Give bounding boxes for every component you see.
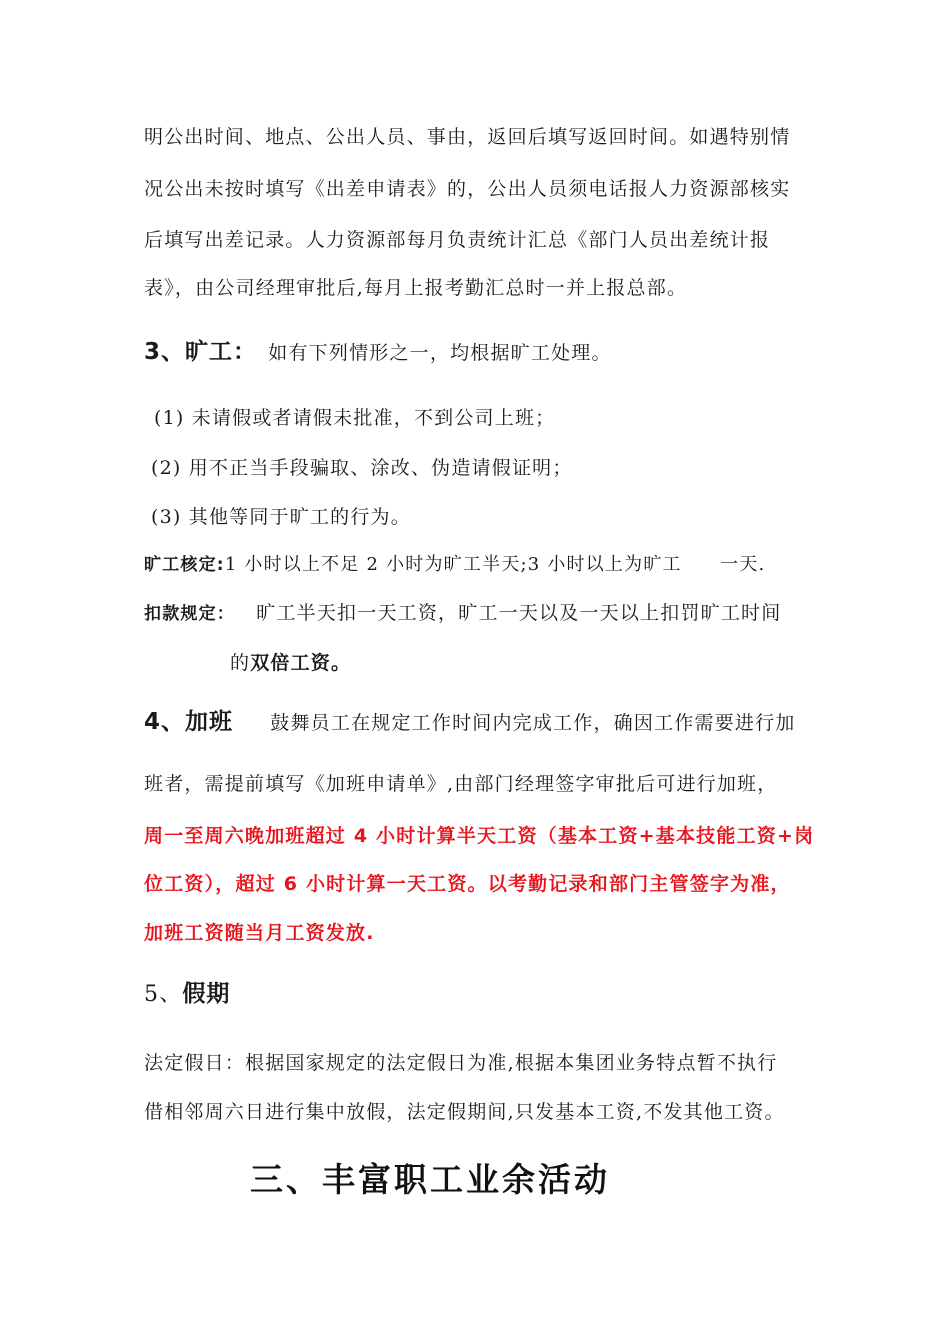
overtime-heading: 4、加班 bbox=[144, 709, 234, 735]
holiday-line-1: 法定假日：根据国家规定的法定假日为准,根据本集团业务特点暂不执行 bbox=[144, 1052, 778, 1074]
overtime-red-line-1: 周一至周六晚加班超过 4 小时计算半天工资（基本工资+基本技能工资+岗 bbox=[144, 825, 815, 847]
absent-item-2: (2) 用不正当手段骗取、涂改、伪造请假证明； bbox=[151, 457, 573, 479]
holiday-heading-num: 5、 bbox=[144, 982, 183, 1007]
para1-line-2: 况公出未按时填写《出差申请表》的，公出人员须电话报人力资源部核实 bbox=[144, 178, 791, 200]
overtime-red-line-3: 加班工资随当月工资发放. bbox=[144, 922, 375, 944]
absent-deduct-prefix: 的 bbox=[230, 652, 251, 674]
absent-item-3: (3) 其他等同于旷工的行为。 bbox=[151, 506, 411, 528]
absent-deduct-text1: 旷工半天扣一天工资，旷工一天以及一天以上扣罚旷工时间 bbox=[256, 602, 782, 624]
absent-verify-text: 1 小时以上不足 2 小时为旷工半天;3 小时以上为旷工 一天. bbox=[224, 554, 766, 575]
holiday-line-2: 借相邻周六日进行集中放假，法定假期间,只发基本工资,不发其他工资。 bbox=[144, 1101, 785, 1123]
overtime-heading-row bbox=[144, 710, 795, 735]
section-title: 三、丰富职工业余活动 bbox=[250, 1160, 610, 1199]
absent-verify-row bbox=[144, 552, 765, 577]
absent-item-1: (1) 未请假或者请假未批准，不到公司上班； bbox=[154, 407, 556, 429]
holiday-heading-text: 假期 bbox=[182, 981, 231, 1007]
overtime-red-line-2: 位工资），超过 6 小时计算一天工资。以考勤记录和部门主管签字为准， bbox=[144, 873, 791, 895]
absent-deduct-line2 bbox=[230, 651, 351, 675]
absent-heading-row bbox=[144, 340, 612, 365]
overtime-line1: 鼓舞员工在规定工作时间内完成工作，确因工作需要进行加 bbox=[270, 712, 796, 734]
absent-intro: 如有下列情形之一，均根据旷工处理。 bbox=[268, 342, 612, 364]
absent-verify-label: 旷工核定: bbox=[144, 555, 225, 575]
absent-heading: 3、旷工： bbox=[144, 339, 258, 365]
holiday-heading bbox=[144, 982, 230, 1007]
para1-line-4: 表》，由公司经理审批后,每月上报考勤汇总时一并上报总部。 bbox=[144, 277, 688, 299]
para1-line-1: 明公出时间、地点、公出人员、事由，返回后填写返回时间。如遇特别情 bbox=[144, 126, 791, 148]
overtime-line2: 班者，需提前填写《加班申请单》,由部门经理签字审批后可进行加班， bbox=[144, 773, 778, 795]
para1-line-3: 后填写出差记录。人力资源部每月负责统计汇总《部门人员出差统计报 bbox=[144, 229, 771, 251]
absent-deduct-row bbox=[144, 601, 781, 626]
absent-deduct-bold: 双倍工资。 bbox=[250, 652, 352, 674]
absent-deduct-label: 扣款规定： bbox=[144, 604, 235, 624]
